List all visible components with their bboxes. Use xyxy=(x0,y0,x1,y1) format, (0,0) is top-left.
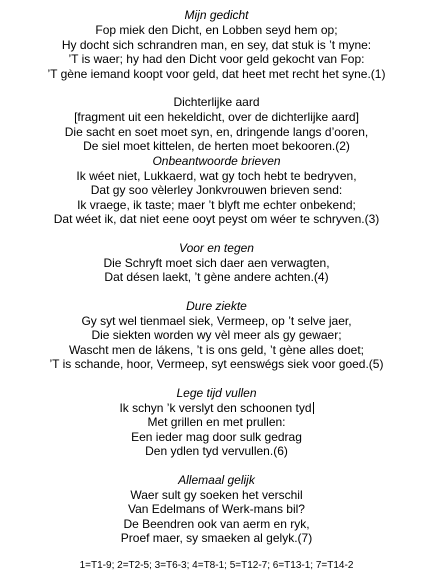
poem-line: ’T is waer; hy had den Dicht voor geld gekocht van Fop: xyxy=(68,52,365,66)
poem-title: Voor en tegen xyxy=(179,240,254,255)
poem-line: Dat gy soo vèlerley Jonkvrouwen brieven send: xyxy=(90,183,343,197)
spacer xyxy=(0,372,433,386)
poem-line: Dat désen laekt, ’t gène andere achten.(4) xyxy=(104,270,329,284)
poem-title: Dure ziekte xyxy=(186,298,247,313)
poem-line: Den ydlen tyd vervullen.(6) xyxy=(145,444,288,458)
poem-line: ’T gène iemand koopt voor geld, dat heet met recht het syne.(1) xyxy=(47,66,386,81)
poem-line: Die Schryft moet sich daer aen verwagten, xyxy=(103,255,330,270)
poem-title: Onbeantwoorde brieven xyxy=(152,153,281,168)
poem-line: Gy syt wel tienmael siek, Vermeep, op ’t selve jaer, xyxy=(81,313,352,328)
poem-line: Wascht men de lákens, ’t is ons geld, ’t gène alles doet; xyxy=(68,342,365,357)
poem-title: Allemaal gelijk xyxy=(178,472,255,487)
poem-line: De siel moet kittelen, de herten moet bekooren.(2) xyxy=(83,139,350,153)
text-cursor xyxy=(313,402,314,414)
poem-line: Een ieder mag door sulk gedrag xyxy=(131,429,302,444)
poem-line: [fragment uit een hekeldicht, over de dichterlijke aard] xyxy=(74,110,359,124)
poem-line: Die siekten worden wy vèl meer als gy gewaer; xyxy=(91,328,342,342)
document-page xyxy=(0,8,433,572)
poem-line-with-cursor[interactable] xyxy=(0,401,433,416)
spacer xyxy=(0,81,433,95)
poem-title: Mijn gedicht xyxy=(184,8,249,22)
poem-line: Die sacht en soet moet syn, en, dringende langs d’ooren, xyxy=(64,124,369,139)
source-references: 1=T1-9; 2=T2-5; 3=T6-3; 4=T8-1; 5=T12-7; 6=T13-1; 7=T14-2 xyxy=(79,559,354,571)
poem-line: Hy docht sich schrandren man, en sey, dat stuk is ’t myne: xyxy=(61,37,372,52)
poem-line: Proef maer, sy smaeken al gelyk.(7) xyxy=(120,531,313,545)
poem-line: Ik vraege, ik taste; maer ’t blyft me echter onbekend; xyxy=(77,197,356,212)
poem-line: Van Edelmans of Werk-mans bil? xyxy=(128,502,305,516)
poem-line-text: Ik schyn ’k verslyt den schoonen tyd xyxy=(119,400,312,415)
poem-onbeantwoorde-brieven xyxy=(0,154,433,227)
poem-line: Waer sult gy soeken het verschil xyxy=(130,487,303,502)
poem-title: Dichterlijke aard xyxy=(173,95,260,109)
poem-allemaal-gelijk xyxy=(0,473,433,546)
poem-lege-tijd-vullen xyxy=(0,386,433,459)
poem-line: De Beendren ook van aerm en ryk, xyxy=(123,516,310,531)
poem-mijn-gedicht xyxy=(0,8,433,81)
poem-dure-ziekte xyxy=(0,299,433,372)
poem-line: Met grillen en met prullen: xyxy=(147,415,286,429)
poem-line: Ik wéet niet, Lukkaerd, wat gy toch hebt te bedryven, xyxy=(76,168,357,183)
poem-line: Fop miek den Dicht, en Lobben seyd hem op; xyxy=(95,23,338,37)
poem-voor-en-tegen xyxy=(0,241,433,285)
spacer xyxy=(0,285,433,299)
poem-title: Lege tijd vullen xyxy=(176,385,257,400)
poem-dichterlijke-aard xyxy=(0,95,433,154)
poem-line: Dat wéet ik, dat niet eene ooyt peyst om wéer te schryven.(3) xyxy=(53,212,380,226)
poem-line: ’T is schande, hoor, Vermeep, syt eenswégs siek voor goed.(5) xyxy=(49,357,384,371)
spacer xyxy=(0,459,433,473)
spacer xyxy=(0,227,433,241)
